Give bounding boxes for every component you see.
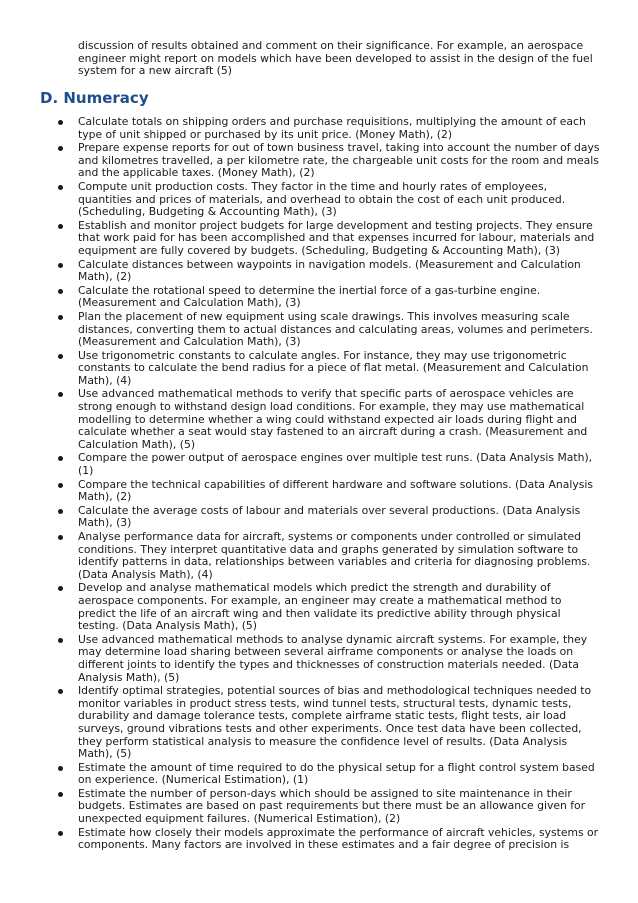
bullet-icon (58, 392, 63, 397)
bullet-icon (58, 289, 63, 294)
list-item-text: Calculate totals on shipping orders and purchase requisitions, multiplying the amount of each type of unit shipped or purchased by its unit price. (Money Math), (2) (78, 115, 586, 141)
list-item (56, 505, 601, 530)
list-item (56, 388, 601, 451)
list-item (56, 220, 601, 258)
list-item (56, 116, 601, 141)
list-item (56, 531, 601, 581)
list-item (56, 827, 601, 852)
bullet-icon (58, 766, 63, 771)
bullet-icon (58, 483, 63, 488)
bullet-icon (58, 689, 63, 694)
list-item-text: Prepare expense reports for out of town business travel, taking into account the number of days and kilometres travelled, a per kilometre rate, the chargeable unit costs for the room and meals and the applicable taxes. (Money Math), (2) (78, 141, 600, 180)
list-item (56, 285, 601, 310)
list-item (56, 311, 601, 349)
list-item-text: Calculate the rotational speed to determine the inertial force of a gas-turbine engine. (Measurement and Calculation Math), (3) (78, 283, 541, 310)
list-item (56, 142, 601, 180)
list-item (56, 788, 601, 826)
list-item-text: Estimate how closely their models approximate the performance of aircraft vehicles, systems or components. Many factors are involved in these estimates and a fair degree of precision is (78, 825, 599, 852)
section-heading: D. Numeracy (40, 89, 149, 107)
list-item-text: Plan the placement of new equipment using scale drawings. This involves measuring scale distances, converting them to actual distances and calculating areas, volumes and perimeters. (Measurement and Calculation Math), (3) (78, 309, 593, 349)
bullet-icon (58, 586, 63, 591)
list-item-text: Analyse performance data for aircraft, systems or components under controlled or simulated conditions. They interpret quantitative data and graphs generated by simulation software to identify patterns in data, relationships between variables and criteria for diagnosing problems. (Data Analysis Math), (4) (78, 530, 591, 581)
list-item-text: Estimate the number of person-days which should be assigned to site maintenance in their budgets. Estimates are based on past requirements but there must be an allowance given for unexpected equipment failures. (Numerical Estimation), (2) (78, 786, 586, 826)
list-item (56, 582, 601, 632)
list-item-text: Use advanced mathematical methods to analyse dynamic aircraft systems. For example, they may determine load sharing between several airframe components or analyse the loads on different joints to identify the types and thicknesses of construction materials needed. (Data Analysis Math), (5) (78, 632, 588, 684)
list-item (56, 685, 601, 761)
list-item-text: Use advanced mathematical methods to verify that specific parts of aerospace vehicles are strong enough to withstand design load conditions. For example, they may use mathematical modelling to determine whether a wing could withstand expected air loads during flight and calculate whether a seat would stay fastened to an aircraft during a crash. (Measurement and Calculation Math), (5) (78, 387, 588, 451)
bullet-icon (58, 638, 63, 643)
list-item-text: Compare the power output of aerospace engines over multiple test runs. (Data Analysis Math), (1) (78, 451, 593, 478)
bullet-icon (58, 120, 63, 125)
list-item (56, 452, 601, 477)
list-item (56, 762, 601, 787)
list-item (56, 634, 601, 684)
list-item (56, 259, 601, 284)
list-item-text: Estimate the amount of time required to do the physical setup for a flight control system based on experience. (Numerical Estimation), (1) (78, 760, 595, 787)
list-item (56, 350, 601, 388)
list-item-text: Calculate distances between waypoints in navigation models. (Measurement and Calculation Math), (2) (78, 257, 581, 284)
list-item-text: Use trigonometric constants to calculate angles. For instance, they may use trigonometric constants to calculate the bend radius for a piece of flat metal. (Measurement and Calculation Math), (4) (78, 348, 589, 387)
bullet-icon (58, 263, 63, 268)
list-item (56, 181, 601, 219)
bullet-icon (58, 185, 63, 190)
list-item (56, 479, 601, 504)
numeracy-list (56, 116, 601, 853)
bullet-icon (58, 509, 63, 514)
bullet-icon (58, 792, 63, 797)
list-item-text: Develop and analyse mathematical models which predict the strength and durability of aerospace components. For example, an engineer may create a mathematical method to predict the life of an aircraft wing and then validate its predictive ability through physical testing. (Data Analysis Math), (5) (78, 581, 562, 633)
list-item-text: Compare the technical capabilities of different hardware and software solutions. (Data Analysis Math), (2) (78, 477, 593, 504)
bullet-icon (58, 224, 63, 229)
list-item-text: Establish and monitor project budgets for large development and testing projects. They ensure that work paid for has been accomplished and that expenses incurred for labour, materials and equipment are fully covered by budgets. (Scheduling, Budgeting & Accounting Math), (3) (78, 218, 595, 257)
bullet-icon (58, 535, 63, 540)
bullet-icon (58, 146, 63, 151)
list-item-text: Identify optimal strategies, potential sources of bias and methodological techniques needed to monitor variables in product stress tests, wind tunnel tests, structural tests, dynamic tests, durability and damage tolerance tests, complete airframe static tests, flight tests, air load surveys, ground vibrations tests and other experiments. Once test data have been collected, they perform statistical analysis to measure the confidence level of results. (Data Analysis Math), (5) (78, 684, 592, 761)
bullet-icon (58, 354, 63, 359)
intro-paragraph: discussion of results obtained and comment on their significance. For example, an aerospace engineer might report on models which have been developed to assist in the design of the fuel system for a new aircraft (5) (78, 39, 593, 78)
list-item-text: Calculate the average costs of labour and materials over several productions. (Data Analysis Math), (3) (78, 503, 581, 530)
bullet-icon (58, 456, 63, 461)
bullet-icon (58, 315, 63, 320)
list-item-text: Compute unit production costs. They factor in the time and hourly rates of employees, quantities and prices of materials, and overhead to obtain the cost of each unit produced. (Scheduling, Budgeting & Accounting Math), (3) (78, 179, 566, 219)
bullet-icon (58, 831, 63, 836)
